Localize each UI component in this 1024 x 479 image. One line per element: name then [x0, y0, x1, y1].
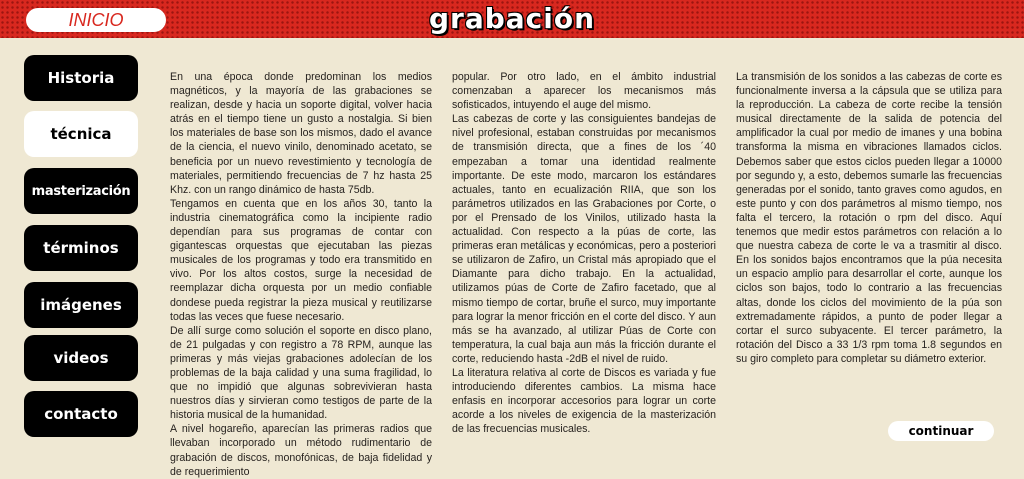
- paragraph: Las cabezas de corte y las consiguientes bandejas de nivel profesional, estaban construidas por mecanismos de transmisión directa, que a fines de los ´40 empezaban a tomar una identidad realmente importante. De este modo, marcaron los estándares actuales, tanto en ecualización RIIA, que son los parámetros utilizados en las Grabaciones por Corte, o por el Prensado de los Vinilos, utilizado hasta la actualidad. Con respecto a la púas de corte, las primeras eran metálicas y económicas, pero a posteriori se utilizaron de Zafiro, un Cristal más apropiado que el Diamante para dicho trabajo. En la actualidad, utilizamos púas de Corte de Zafiro facetado, que al mismo tiempo de cortar, bruñe el surco, muy importante para lograr la menor fricción en el corte del disco. Y aun más se ha avanzado, al utilizar Púas de Corte con temperatura, la cual baja aun más la fricción durante el corte, reduciendo hasta -2dB el nivel de ruido.: [452, 113, 716, 365]
- text-column-3: [736, 70, 1002, 366]
- continue-button[interactable]: continuar: [888, 421, 994, 441]
- text-column-2: [452, 70, 716, 436]
- nav-item-historia[interactable]: Historia: [24, 55, 138, 101]
- nav-item-imagenes[interactable]: imágenes: [24, 282, 138, 328]
- paragraph: Tengamos en cuenta que en los años 30, tanto la industria cinematográfica como la incipiente radio dependían para sus programas de contar con gigantescas orquestas que ejecutaban las piezas musicales de los programas y todo era transmitido en vivo. Por los altos costos, surge la necesidad de reemplazar dicha orquesta por un medio confiable dondese pueda registrar la pieza musical y reutilizarse todas las veces que fuese necesario.: [170, 197, 432, 323]
- page-title: grabación: [428, 2, 596, 35]
- paragraph: A nivel hogareño, aparecían las primeras radios que llevaban incorporado un método rudimentario de grabación de discos, monofónicas, de baja fidelidad y de requerimiento: [170, 423, 432, 478]
- home-button[interactable]: INICIO: [26, 8, 166, 32]
- nav-item-contacto[interactable]: contacto: [24, 391, 138, 437]
- paragraph: De allí surge como solución el soporte en disco plano, de 21 pulgadas y con registro a 78 RPM, aunque las primeras y más viejas grabaciones adolecían de los problemas de la baja calidad y una suma fragilidad, lo que no impidió que algunas sobrevivieran hasta nuestros días y sirvieran como testigos de parte de la historia musical de la humanidad.: [170, 324, 432, 422]
- paragraph: La transmisión de los sonidos a las cabezas de corte es funcionalmente inversa a la cápsula que se utiliza para la reproducción. La cabeza de corte recibe la tensión musical directamente de la salida de potencia del amplificador la cual por medio de imanes y una bobina transforma la misma en vibraciones llamados ciclos. Debemos saber que estos ciclos pueden llegar a 10000 por segundo y, a esto, debemos sumarle las frecuencias generadas por el sonido, tanto graves como agudos, en este punto y con dos parámetros al mismo tiempo, nos falta el tercero, la rotación o rpm del disco. Aquí tenemos que medir estos parámetros con relación a lo que nuestra cabeza de corte le va a trasmitir al disco. En los sonidos bajos encontramos que la púa necesita un espacio amplio para desarrollar el corte, aunque los ciclos son bajos, todo lo contrario a las frecuencias altas, donde los ciclos del movimiento de la púa son extremadamente rápidos, a punto de poder llegar a cortar el surco subyacente. El tercer parámetro, la rotación del Disco a 33 1/3 rpm toma 1.8 segundos en su giro completo para completar su diámetro exterior.: [736, 71, 1002, 365]
- paragraph: La literatura relativa al corte de Discos es variada y fue introduciendo diferentes cambios. La misma hace enfasis en incorporar accesorios para lograr un corte acorde a los niveles de exigencia de la masterización de las frecuencias musicales.: [452, 366, 716, 436]
- nav-item-terminos[interactable]: términos: [24, 225, 138, 271]
- nav-item-tecnica[interactable]: técnica: [24, 111, 138, 157]
- nav-item-masterizacion[interactable]: masterización: [24, 168, 138, 214]
- text-column-1: [170, 70, 432, 479]
- nav-item-videos[interactable]: videos: [24, 335, 138, 381]
- paragraph: En una época donde predominan los medios magnéticos, y la mayoría de las grabaciones se realizan, desde y hacia un soporte digital, volver hacia atrás en el tiempo tiene un gusto a nostalgia. Si bien los materiales de base son los mismos, dado el avance de la ciencia, el nuevo vinilo, denominado acetato, se beneficia por un nuevo revestimiento y tecnología de materiales, permitiendo frecuencias de 7 hz hasta 25 Khz. con un rango dinámico de hasta 75db.: [170, 71, 432, 196]
- paragraph: popular. Por otro lado, en el ámbito industrial comenzaban a aparecer los mecanismos más sofisticados, intuyendo el auge del mismo.: [452, 71, 716, 112]
